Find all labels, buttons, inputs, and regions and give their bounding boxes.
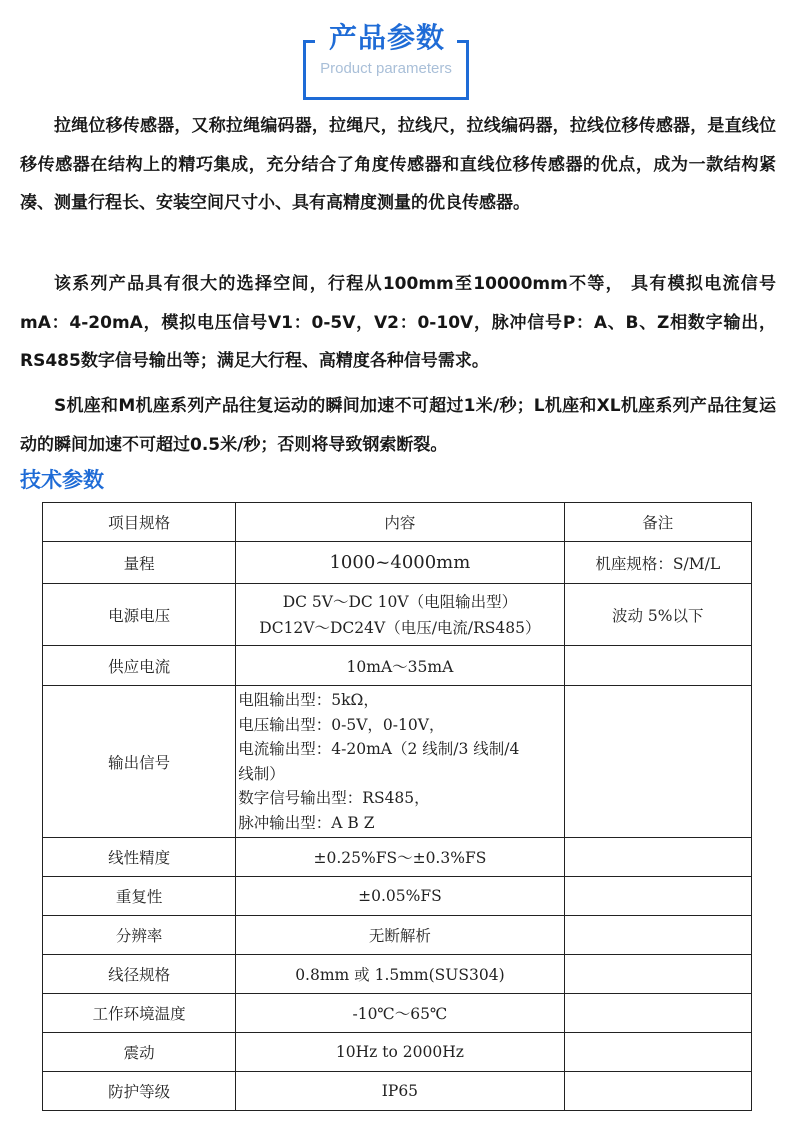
intro-paragraph-3: S机座和M机座系列产品往复运动的瞬间加速不可超过1米/秒；L机座和XL机座系列产品往复运动的瞬间加速不可超过0.5米/秒；否则将导致钢索断裂。	[20, 396, 776, 455]
row-label: 线性精度	[43, 838, 236, 877]
tech-params-title: 技术参数	[20, 468, 104, 492]
row-value-line: DC12V～DC24V（电压/电流/RS485）	[259, 618, 541, 637]
row-value-line: 数字信号输出型：RS485，	[238, 789, 430, 807]
row-value	[236, 686, 564, 838]
table-row	[43, 838, 752, 877]
table-row	[43, 1072, 752, 1111]
row-value-line: 脉冲输出型：A B Z	[238, 813, 375, 832]
header-cell: 项目规格	[43, 503, 236, 542]
row-label: 重复性	[43, 877, 236, 916]
row-value: ±0.25%FS～±0.3%FS	[236, 838, 564, 877]
row-value: 10Hz to 2000Hz	[236, 1033, 564, 1072]
spec-table	[42, 502, 752, 1111]
intro-paragraph-2: 该系列产品具有很大的选择空间，行程从100mm至10000mm不等， 具有模拟电流信号mA：4-20mA，模拟电压信号V1：0-5V，V2：0-10V，脉冲信号P：A、B、Z相数字输出，RS485数字信号输出等；满足大行程、高精度各种信号需求。	[20, 274, 776, 371]
table-row	[43, 955, 752, 994]
row-note	[564, 686, 751, 838]
row-value: -10℃～65℃	[236, 994, 564, 1033]
table-header-row	[43, 503, 752, 542]
row-note: 波动 5%以下	[564, 584, 751, 646]
row-label: 线径规格	[43, 955, 236, 994]
row-value-line: 线制）	[238, 764, 285, 783]
table-row	[43, 916, 752, 955]
table-row	[43, 877, 752, 916]
row-label: 供应电流	[43, 646, 236, 686]
row-value: 1000~4000mm	[236, 542, 564, 584]
table-row	[43, 994, 752, 1033]
row-label: 分辨率	[43, 916, 236, 955]
row-label: 量程	[43, 542, 236, 584]
row-note	[564, 1033, 751, 1072]
header-cell: 内容	[236, 503, 564, 542]
header-cell: 备注	[564, 503, 751, 542]
section-header	[303, 22, 473, 102]
row-note	[564, 646, 751, 686]
table-row	[43, 542, 752, 584]
row-value: ±0.05%FS	[236, 877, 564, 916]
row-value-line: DC 5V～DC 10V（电阻输出型）	[282, 592, 518, 611]
intro-paragraph-1: 拉绳位移传感器，又称拉绳编码器，拉绳尺，拉线尺，拉线编码器，拉线位移传感器，是直线位移传感器在结构上的精巧集成，充分结合了角度传感器和直线位移传感器的优点，成为一款结构紧凑、测量行程长、安装空间尺寸小、具有高精度测量的优良传感器。	[20, 116, 776, 213]
table-row	[43, 686, 752, 838]
row-note	[564, 994, 751, 1033]
row-value-line: 电阻输出型：5kΩ，	[238, 691, 379, 709]
row-value-line: 电压输出型：0-5V，0-10V，	[238, 715, 445, 734]
row-value	[236, 584, 564, 646]
row-note: 机座规格：S/M/L	[564, 542, 751, 584]
header-subtitle: Product parameters	[320, 60, 452, 77]
row-note	[564, 955, 751, 994]
row-value-line: 电流输出型：4-20mA（2 线制/3 线制/4	[238, 740, 520, 758]
row-note	[564, 838, 751, 877]
row-label: 输出信号	[43, 686, 236, 838]
row-label: 电源电压	[43, 584, 236, 646]
table-row	[43, 584, 752, 646]
table-row	[43, 646, 752, 686]
header-title: 产品参数	[317, 16, 457, 56]
row-note	[564, 877, 751, 916]
row-label: 防护等级	[43, 1072, 236, 1111]
row-note	[564, 916, 751, 955]
row-label: 震动	[43, 1033, 236, 1072]
row-value: 0.8mm 或 1.5mm(SUS304)	[236, 955, 564, 994]
row-value: IP65	[236, 1072, 564, 1111]
row-value: 10mA～35mA	[236, 646, 564, 686]
row-value: 无断解析	[236, 916, 564, 955]
row-label: 工作环境温度	[43, 994, 236, 1033]
table-row	[43, 1033, 752, 1072]
row-note	[564, 1072, 751, 1111]
